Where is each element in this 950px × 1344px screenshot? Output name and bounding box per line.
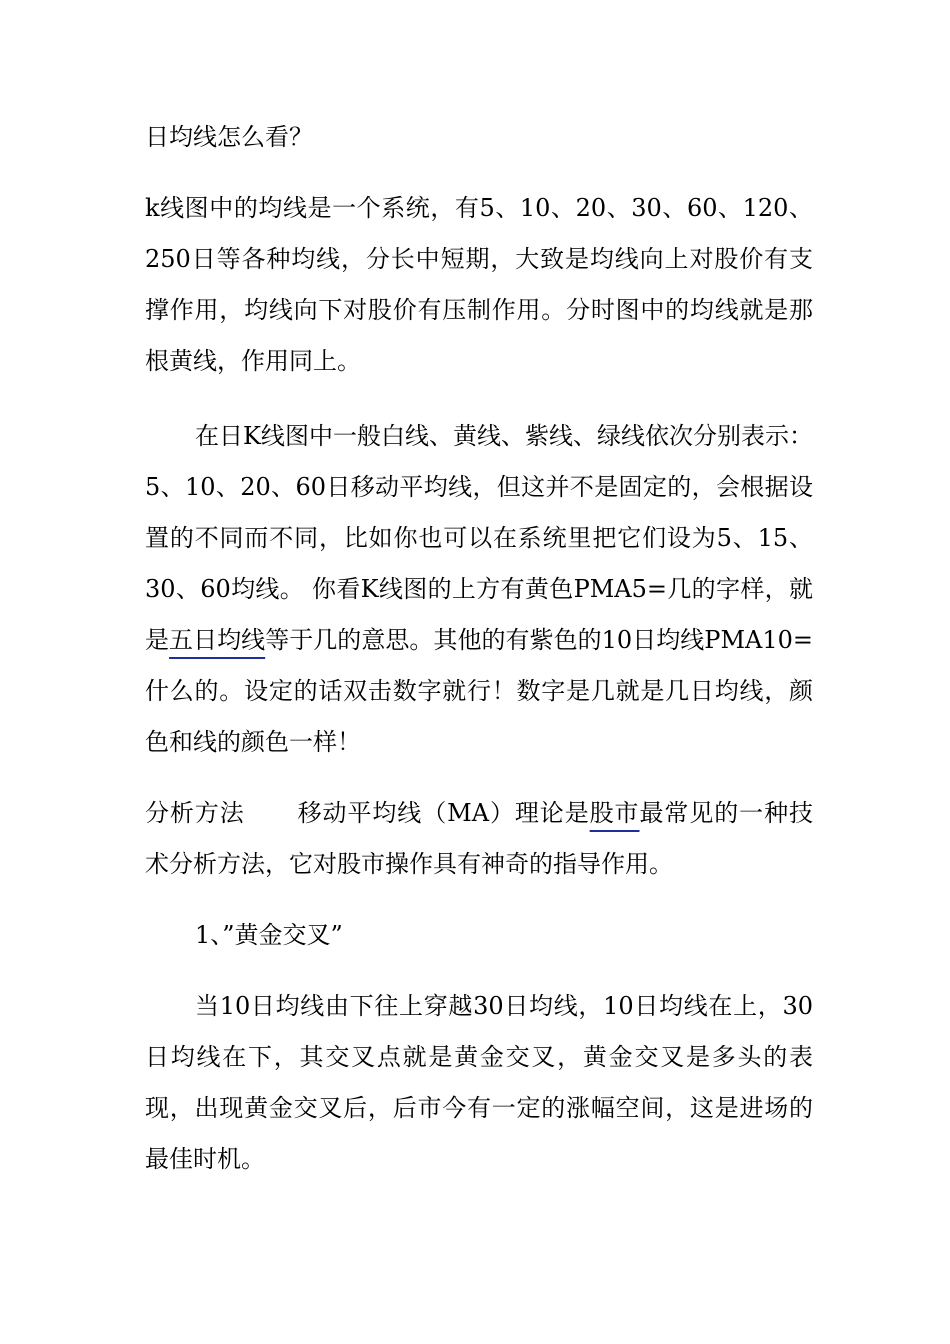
link-stock-market[interactable]: 股市 [589,799,640,827]
analysis-method-text-b: 最常见的一种技术分析方法，它对股市操作具有神奇的指导作用。 [145,799,814,878]
document-title: 日均线怎么看？ [145,123,313,151]
paragraph-kline-intro: k线图中的均线是一个系统，有5、10、20、30、60、120、250日等各种均线，分长中短期，大致是均线向上对股价有支撑作用，均线向下对股价有压制作用。分时图中的均线就是那根黄线，作用同上。 [145,194,813,375]
link-five-day-ma[interactable]: 五日均线 [169,626,266,654]
analysis-method-text-a: 移动平均线（MA）理论是 [296,799,590,827]
paragraph-line-colors [145,411,813,768]
heading-golden-cross: 1、”黄金交叉” [195,921,343,949]
paragraph-golden-cross: 当10日均线由下往上穿越30日均线，10日均线在上，30日均线在下，其交叉点就是黄金交叉，黄金交叉是多头的表现，出现黄金交叉后，后市今有一定的涨幅空间，这是进场的最佳时机。 [145,992,813,1173]
paragraph-line-colors-text-b: 等于几的意思。其他的有紫色的10日均线PMA10=什么的。设定的话双击数字就行！数字是几就是几日均线，颜色和线的颜色一样！ [145,626,814,756]
document-body [145,112,813,1185]
paragraph-line-colors-text-a: 在日K线图中一般白线、黄线、紫线、绿线依次分别表示：5、10、20、60日移动平均线，但这并不是固定的，会根据设置的不同而不同，比如你也可以在系统里把它们设为5、15、30、60均线。 你看K线图的上方有黄色PMA5=几的字样，就是 [145,422,813,654]
paragraph-analysis-method [145,788,813,890]
analysis-method-label: 分析方法 [145,799,245,827]
